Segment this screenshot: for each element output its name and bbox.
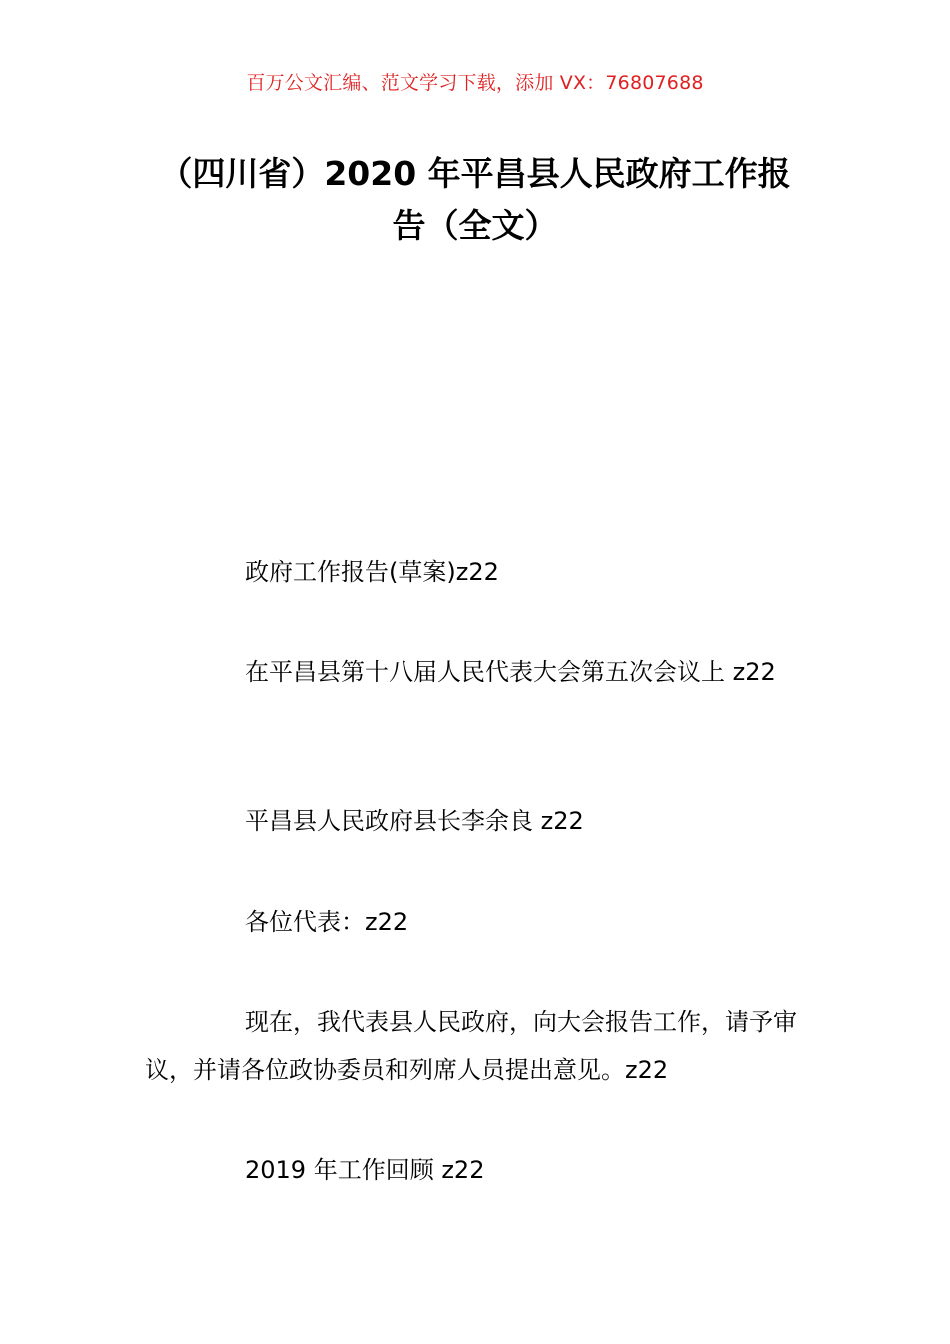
paragraph-section-heading: 2019 年工作回顾 z22 [245, 1156, 485, 1184]
paragraph-speaker-line: 平昌县人民政府县长李余良 z22 [245, 807, 584, 835]
document-title-line-2: 告（全文） [392, 206, 558, 245]
document-title-line-1: （四川省）2020 年平昌县人民政府工作报 [159, 154, 791, 193]
document-title [145, 148, 805, 252]
header-promo-text: 百万公文汇编、范文学习下载，添加 VX：76807688 [246, 72, 704, 94]
paragraph-report-label: 政府工作报告(草案)z22 [245, 558, 499, 586]
paragraph-salutation: 各位代表：z22 [245, 908, 409, 936]
paragraph-intro: 现在，我代表县人民政府，向大会报告工作，请予审议，并请各位政协委员和列席人员提出意见。z22 [145, 1008, 797, 1084]
paragraph-meeting-line: 在平昌县第十八届人民代表大会第五次会议上 z22 [245, 658, 776, 686]
